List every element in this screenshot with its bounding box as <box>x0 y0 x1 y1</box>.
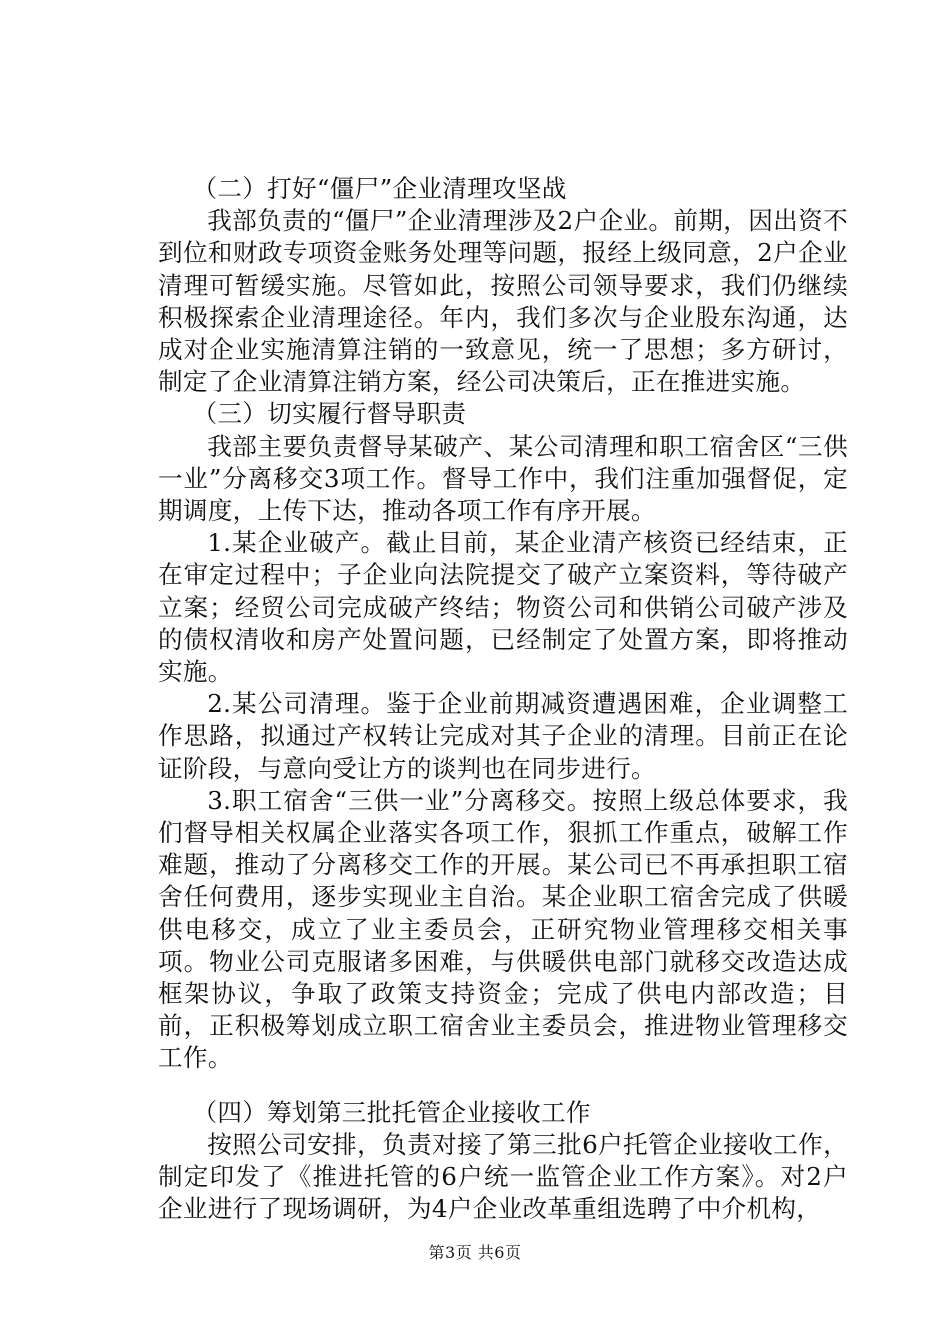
body-paragraph: 我部主要负责督导某破产、某公司清理和职工宿舍区“三供一业”分离移交3项工作。督导工作中，我们注重加强督促，定期调度，上传下达，推动各项工作有序开展。 <box>158 431 848 526</box>
section-heading-3: （三）切实履行督导职责 <box>192 399 467 429</box>
list-item-paragraph: 3.职工宿舍“三供一业”分离移交。按照上级总体要求，我们督导相关权属企业落实各项工作，狠抓工作重点，破解工作难题，推动了分离移交工作的开展。某公司已不再承担职工宿舍任何费用，逐步实现业主自治。某企业职工宿舍完成了供暖供电移交，成立了业主委员会，正研究物业管理移交相关事项。物业公司克服诸多困难，与供暖供电部门就移交改造达成框架协议，争取了政策支持资金；完成了供电内部改造；目前，正积极筹划成立职工宿舍业主委员会，推进物业管理移交工作。 <box>158 785 848 1073</box>
section-heading-2: （二）打好“僵尸”企业清理攻坚战 <box>192 174 567 203</box>
page-number-footer: 第3页 共6页 <box>428 1243 522 1262</box>
list-item-paragraph: 2.某公司清理。鉴于企业前期减资遭遇困难，企业调整工作思路，拟通过产权转让完成对其子企业的清理。目前正在论证阶段，与意向受让方的谈判也在同步进行。 <box>158 689 848 783</box>
section-heading-4: （四）筹划第三批托管企业接收工作 <box>192 1097 591 1127</box>
document-body <box>158 173 848 1226</box>
list-item-paragraph: 1.某企业破产。截止目前，某企业清产核资已经结束，正在审定过程中；子企业向法院提交了破产立案资料，等待破产立案；经贸公司完成破产终结；物资公司和供销公司破产涉及的债权清收和房产处置问题，已经制定了处置方案，即将推动实施。 <box>158 528 848 687</box>
body-paragraph: 我部负责的“僵尸”企业清理涉及2户企业。前期，因出资不到位和财政专项资金账务处理等问题，报经上级同意，2户企业清理可暂缓实施。尽管如此，按照公司领导要求，我们仍继续积极探索企业清理途径。年内，我们多次与企业股东沟通，达成对企业实施清算注销的一致意见，统一了思想；多方研讨，制定了企业清算注销方案，经公司决策后，正在推进实施。 <box>158 206 848 397</box>
body-paragraph: 按照公司安排，负责对接了第三批6户托管企业接收工作，制定印发了《推进托管的6户统一监管企业工作方案》。对2户企业进行了现场调研，为4户企业改革重组选聘了中介机构， <box>158 1129 848 1224</box>
